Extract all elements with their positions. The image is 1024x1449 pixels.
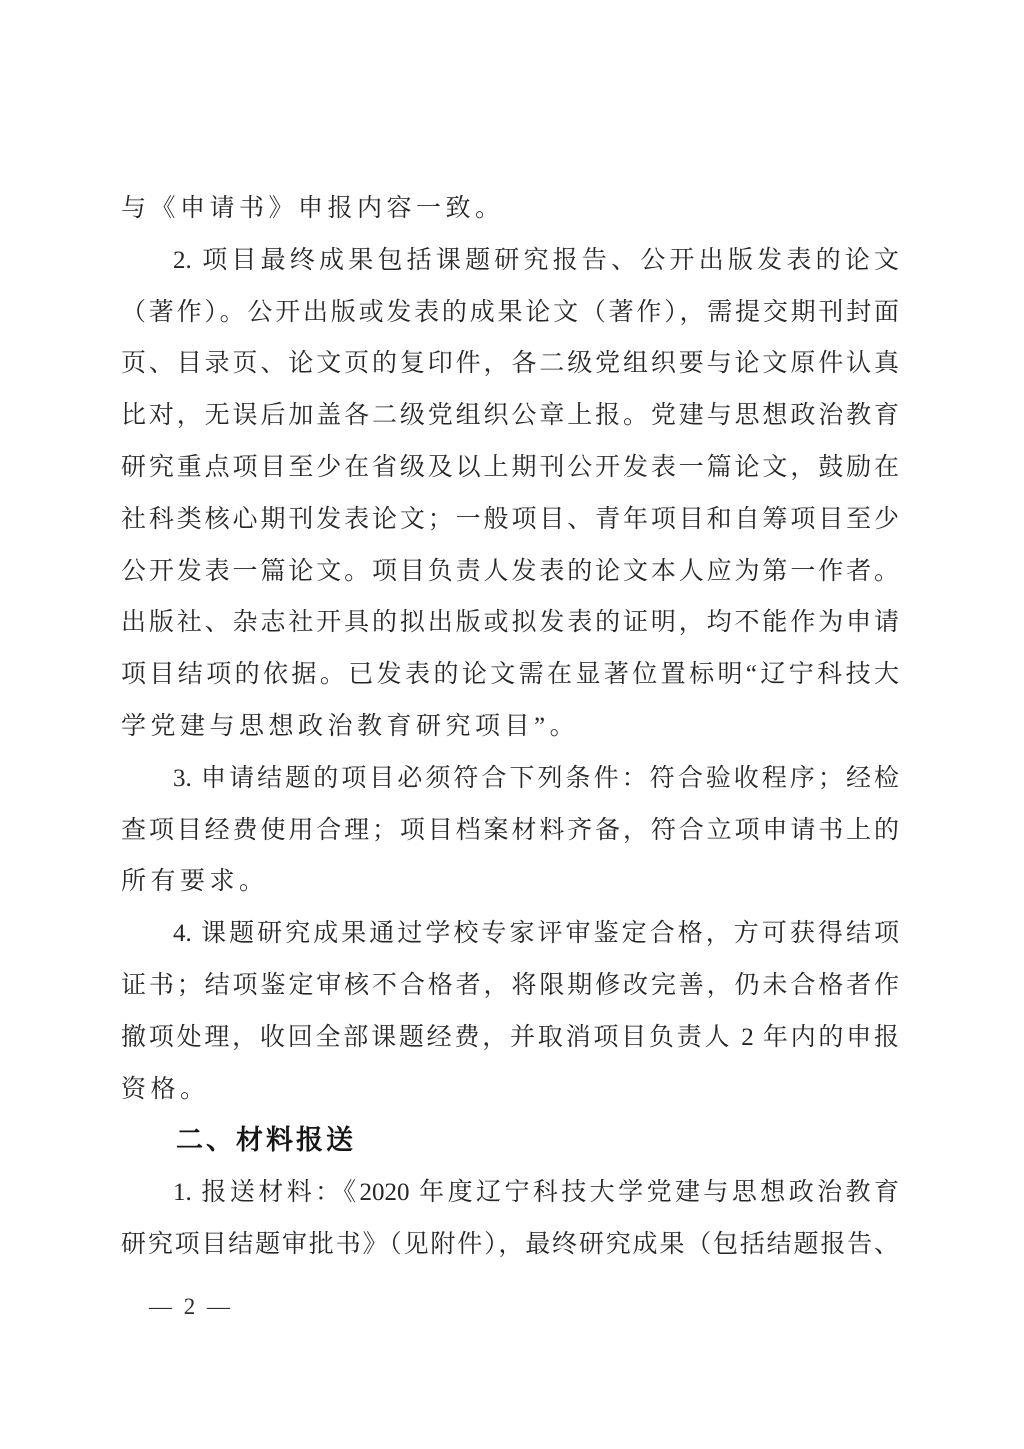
text-line: 比对，无误后加盖各二级党组织公章上报。党建与思想政治教育 <box>121 402 899 430</box>
text-line: 所有要求。 <box>121 868 269 896</box>
text-line: 1. 报送材料：《2020 年度辽宁科技大学党建与思想政治教育 <box>173 1179 899 1207</box>
text-line: 4. 课题研究成果通过学校专家评审鉴定合格，方可获得结项 <box>173 920 899 948</box>
text-line: 与《申请书》申报内容一致。 <box>121 195 505 222</box>
text-line: 研究重点项目至少在省级及以上期刊公开发表一篇论文，鼓励在 <box>121 453 899 481</box>
document-body <box>121 183 899 1271</box>
text-line: 撤项处理，收回全部课题经费，并取消项目负责人 2 年内的申报 <box>121 1023 899 1051</box>
text-line: 证书；结项鉴定审核不合格者，将限期修改完善，仍未合格者作 <box>121 971 899 999</box>
page-number: — 2 — <box>149 1294 233 1319</box>
text-line: 学党建与思想政治教育研究项目”。 <box>121 712 580 740</box>
text-line: 项目结项的依据。已发表的论文需在显著位置标明“辽宁科技大 <box>121 661 899 689</box>
section-heading: 二、材料报送 <box>176 1125 356 1156</box>
text-line: 出版社、杂志社开具的拟出版或拟发表的证明，均不能作为申请 <box>121 609 899 637</box>
text-line: 资格。 <box>121 1075 210 1103</box>
text-line: 社科类核心期刊发表论文；一般项目、青年项目和自筹项目至少 <box>121 505 899 533</box>
text-line: 3. 申请结题的项目必须符合下列条件：符合验收程序；经检 <box>173 764 899 792</box>
text-line: 2. 项目最终成果包括课题研究报告、公开出版发表的论文 <box>173 246 899 274</box>
text-line: 查项目经费使用合理；项目档案材料齐备，符合立项申请书上的 <box>121 816 899 844</box>
text-line: （著作）。公开出版或发表的成果论文（著作），需提交期刊封面 <box>121 298 899 326</box>
text-line: 研究项目结题审批书》（见附件），最终研究成果（包括结题报告、 <box>121 1230 899 1258</box>
text-line: 公开发表一篇论文。项目负责人发表的论文本人应为第一作者。 <box>121 557 899 585</box>
text-line: 页、目录页、论文页的复印件，各二级党组织要与论文原件认真 <box>121 350 899 378</box>
